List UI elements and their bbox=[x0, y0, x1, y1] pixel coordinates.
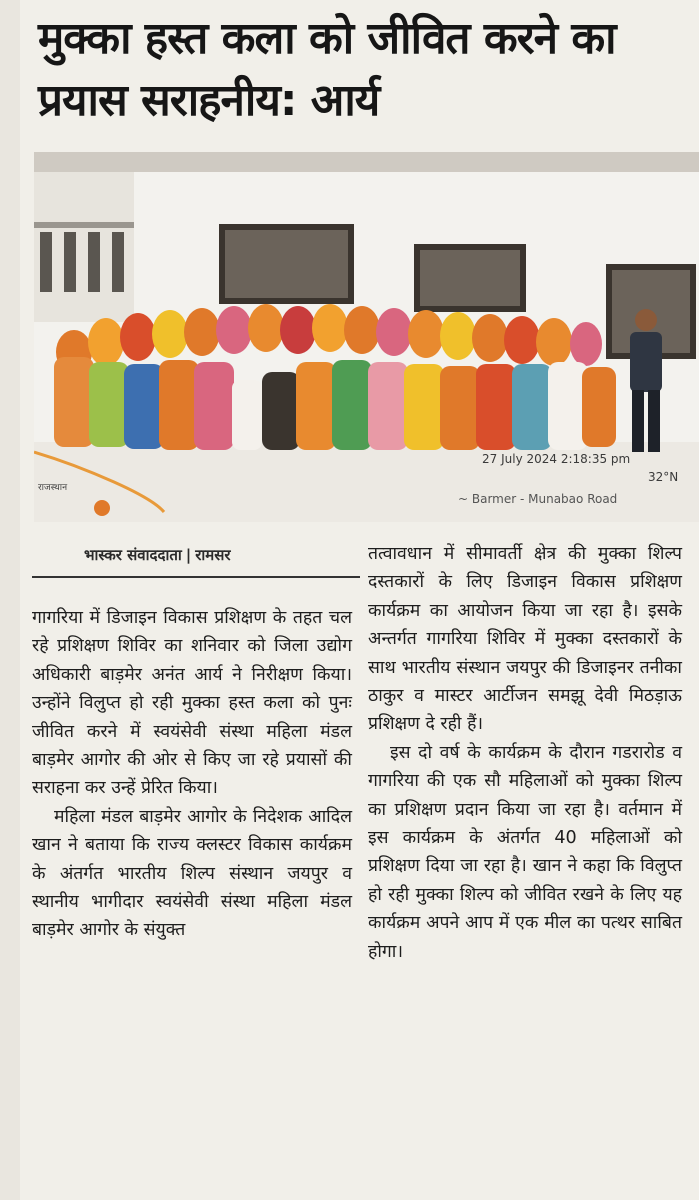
article-paragraph: गागरिया में डिजाइन विकास प्रशिक्षण के तहत चल रहे प्रशिक्षण शिविर का शनिवार को जिला उद्योग अधिकारी बाड़मेर अनंत आर्य ने निरीक्षण किया। उन्होंने विलुप्त हो रही मुक्का हस्त कला को पुनः जीवित करने में स्वयंसेवी संस्था महिला मंडल बाड़मेर आगोर की ओर से किए जा रहे प्रयासों की सराहना कर उन्हें प्रेरित किया। bbox=[32, 608, 352, 799]
photo-location-coordinate: 32°N bbox=[648, 470, 679, 484]
article-paragraph: महिला मंडल बाड़मेर आगोर के निदेशक आदिल खान ने बताया कि राज्य क्लस्टर विकास कार्यक्रम के अंतर्गत भारतीय शिल्प संस्थान जयपुर व स्थानीय भागीदार स्वयंसेवी संस्था महिला मंडल बाड़मेर आगोर के संयुक्त bbox=[32, 806, 352, 941]
newspaper-clipping bbox=[20, 0, 699, 1200]
photo-location-road: ~ Barmer - Munabao Road bbox=[458, 492, 618, 506]
byline bbox=[84, 545, 231, 565]
headline: मुक्का हस्त कला को जीवित करने का प्रयास सराहनीय: आर्य bbox=[38, 13, 616, 126]
article-column-right bbox=[368, 540, 682, 966]
article-column-left bbox=[32, 604, 352, 945]
byline-separator: | bbox=[185, 546, 192, 564]
byline-source: भास्कर संवाददाता bbox=[84, 546, 182, 564]
byline-place: रामसर bbox=[195, 546, 231, 564]
photo-timestamp: 27 July 2024 2:18:35 pm bbox=[482, 452, 631, 466]
group-photo-illustration bbox=[34, 152, 699, 522]
article-paragraph: इस दो वर्ष के कार्यक्रम के दौरान गडरारोड व गागरिया की एक सौ महिलाओं को मुक्का शिल्प का प्रशिक्षण प्रदान किया जा रहा है। वर्तमान में इस कार्यक्रम के अंतर्गत 40 महिलाओं को प्रशिक्षण दिया जा रहा है। खान ने कहा कि विलुप्त हो रही मुक्का शिल्प को जीवित रखने के लिए यह कार्यक्रम अपने आप में एक मील का पत्थर साबित होगा। bbox=[368, 742, 682, 962]
group-photo bbox=[34, 152, 699, 522]
article-paragraph: तत्वावधान में सीमावर्ती क्षेत्र की मुक्का शिल्प दस्तकारों के लिए डिजाइन विकास प्रशिक्षण कार्यक्रम का आयोजन किया जा रहा है। इसके अन्तर्गत गागरिया शिविर में मुक्का दस्तकारों के साथ भारतीय संस्थान जयपुर की डिजाइनर तनीका ठाकुर व मास्टर आर्टीजन समझू देवी मिठड़ाऊ प्रशिक्षण दे रही हैं। bbox=[368, 544, 682, 735]
byline-rule bbox=[32, 576, 360, 578]
photo-map-label: राजस्थान bbox=[38, 483, 68, 493]
